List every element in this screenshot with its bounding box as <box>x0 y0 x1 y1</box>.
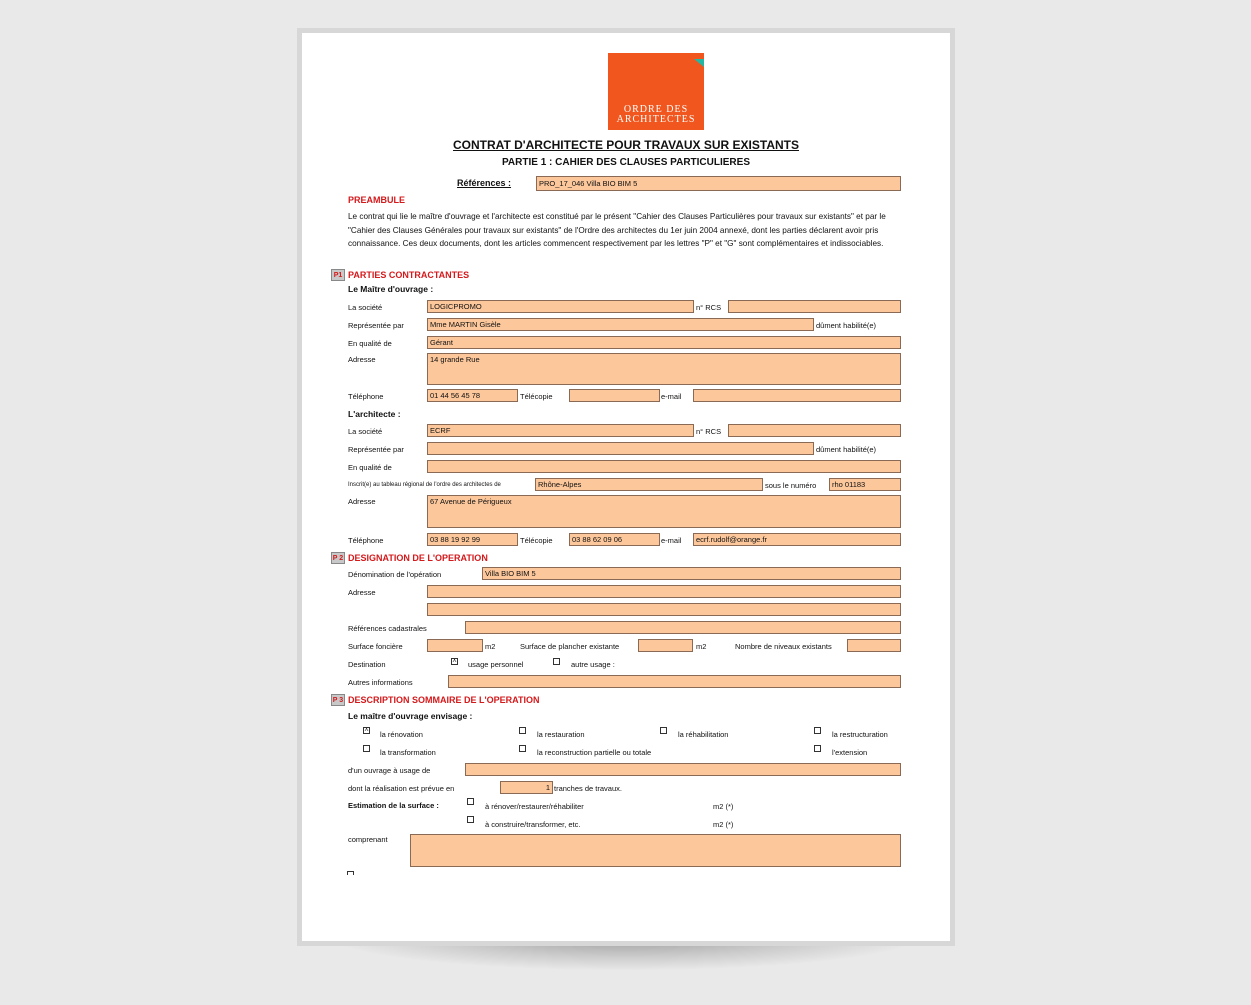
cadastrales-field[interactable] <box>465 621 901 634</box>
restauration-checkbox[interactable] <box>519 727 526 734</box>
archi-telephone-label: Téléphone <box>348 536 384 545</box>
archi-qualite-label: En qualité de <box>348 463 392 472</box>
logo-corner-mark <box>694 59 704 67</box>
extension-label: l'extension <box>832 748 868 757</box>
archi-representee-label: Représentée par <box>348 445 404 454</box>
archi-qualite-field[interactable] <box>427 460 901 473</box>
surface-plancher-field[interactable] <box>638 639 693 652</box>
maitre-email-field[interactable] <box>693 389 901 402</box>
renovation-checkbox[interactable]: X <box>364 727 369 733</box>
restauration-label: la restauration <box>537 730 585 739</box>
comprenant-label: comprenant <box>348 835 388 844</box>
document-subtitle: PARTIE 1 : CAHIER DES CLAUSES PARTICULIERES <box>502 157 750 168</box>
transformation-checkbox[interactable] <box>363 745 370 752</box>
surface-fonciere-label: Surface foncière <box>348 642 403 651</box>
maitre-societe-field[interactable]: LOGICPROMO <box>427 300 694 313</box>
construire-label: à construire/transformer, etc. <box>485 820 581 829</box>
niveaux-field[interactable] <box>847 639 901 652</box>
document-page <box>297 28 955 946</box>
p1-heading: PARTIES CONTRACTANTES <box>348 270 470 280</box>
construire-unit: m2 (*) <box>713 820 734 829</box>
logo-text <box>608 105 704 125</box>
niveaux-label: Nombre de niveaux existants <box>735 642 832 651</box>
renover-label: à rénover/restaurer/réhabiliter <box>485 802 584 811</box>
architecte-heading: L'architecte : <box>348 409 401 419</box>
surface-plancher-unit: m2 <box>696 642 707 651</box>
p3-badge: P 3 <box>331 694 345 706</box>
renover-checkbox[interactable] <box>467 798 474 805</box>
destination-label: Destination <box>348 660 386 669</box>
autres-infos-label: Autres informations <box>348 678 413 687</box>
archi-rcs-field[interactable] <box>728 424 901 437</box>
maitre-habilite-label: dûment habilité(e) <box>816 321 877 330</box>
p2-adresse-label: Adresse <box>348 588 376 597</box>
extension-checkbox[interactable] <box>814 745 821 752</box>
archi-adresse-label: Adresse <box>348 497 376 506</box>
maitre-adresse-label: Adresse <box>348 355 376 364</box>
rehabilitation-label: la réhabilitation <box>678 730 729 739</box>
ordre-architectes-logo <box>608 53 704 130</box>
denomination-field[interactable]: Villa BIO BIM 5 <box>482 567 901 580</box>
archi-telephone-field[interactable]: 03 88 19 92 99 <box>427 533 518 546</box>
maitre-qualite-label: En qualité de <box>348 339 392 348</box>
autres-infos-field[interactable] <box>448 675 901 688</box>
estimation-heading: Estimation de la surface : <box>348 801 439 810</box>
usage-label: d'un ouvrage à usage de <box>348 766 431 775</box>
maitre-qualite-field[interactable]: Gérant <box>427 336 901 349</box>
maitre-telephone-field[interactable]: 01 44 56 45 78 <box>427 389 518 402</box>
usage-personnel-checkbox[interactable]: X <box>452 658 457 664</box>
p2-badge: P 2 <box>331 552 345 564</box>
inscrit-label: Inscrit(e) au tableau régional de l'ordre des architectes de <box>348 482 501 488</box>
archi-representee-field[interactable] <box>427 442 814 455</box>
reconstruction-label: la reconstruction partielle ou totale <box>537 748 652 757</box>
archi-habilite-label: dûment habilité(e) <box>816 445 877 454</box>
references-label: Références : <box>457 178 512 188</box>
autre-usage-checkbox[interactable] <box>553 658 560 665</box>
denomination-label: Dénomination de l'opération <box>348 570 442 579</box>
p2-adresse-field-1[interactable] <box>427 585 901 598</box>
archi-email-label: e-mail <box>661 536 682 545</box>
rehabilitation-checkbox[interactable] <box>660 727 667 734</box>
surface-fonciere-unit: m2 <box>485 642 496 651</box>
preambule-heading: PREAMBULE <box>348 195 406 205</box>
renovation-label: la rénovation <box>380 730 423 739</box>
comprenant-field[interactable] <box>410 834 901 867</box>
maitre-representee-field[interactable]: Mme MARTIN Gisèle <box>427 318 814 331</box>
renover-unit: m2 (*) <box>713 802 734 811</box>
restructuration-label: la restructuration <box>832 730 888 739</box>
archi-societe-field[interactable]: ECRF <box>427 424 694 437</box>
restructuration-checkbox[interactable] <box>814 727 821 734</box>
p2-adresse-field-2[interactable] <box>427 603 901 616</box>
maitre-societe-label: La société <box>348 303 383 312</box>
archi-telecopie-field[interactable]: 03 88 62 09 06 <box>569 533 660 546</box>
p3-heading: DESCRIPTION SOMMAIRE DE L'OPERATION <box>348 695 540 705</box>
surface-fonciere-field[interactable] <box>427 639 483 652</box>
autre-usage-label: autre usage : <box>571 660 615 669</box>
maitre-telecopie-label: Télécopie <box>520 392 553 401</box>
usage-personnel-label: usage personnel <box>468 660 524 669</box>
maitre-heading: Le Maître d'ouvrage : <box>348 284 434 294</box>
maitre-adresse-field[interactable]: 14 grande Rue <box>427 353 901 385</box>
construire-checkbox[interactable] <box>467 816 474 823</box>
archi-telecopie-label: Télécopie <box>520 536 553 545</box>
preambule-text: Le contrat qui lie le maître d'ouvrage et l'architecte est constitué par le présent "Cahier des Clauses Particulières pour travaux sur existants" et par le "Cahier des Clauses Générales pour travaux sur existants" de l'Ordre des architectes du 1er juin 2004 annexé, dont les parties déclarent avoir pris connaissance. Ces deux documents, dont les articles commencent respectivement par les lettres "P" et "G" sont complémentaires et indissociables. <box>348 212 886 248</box>
tranches-label: tranches de travaux. <box>554 784 622 793</box>
maitre-telephone-label: Téléphone <box>348 392 384 401</box>
archi-adresse-field[interactable]: 67 Avenue de Périgueux <box>427 495 901 528</box>
reconstruction-checkbox[interactable] <box>519 745 526 752</box>
numero-label: sous le numéro <box>765 481 817 490</box>
maitre-telecopie-field[interactable] <box>569 389 660 402</box>
logo-line-2: ARCHITECTES <box>616 114 696 125</box>
envisage-heading: Le maître d'ouvrage envisage : <box>348 711 473 721</box>
p2-heading: DESIGNATION DE L'OPERATION <box>348 553 488 563</box>
archi-numero-field[interactable]: rho 01183 <box>829 478 901 491</box>
p1-badge: P1 <box>331 269 345 281</box>
partial-checkbox[interactable] <box>347 871 354 875</box>
logo-line-1: ORDRE DES <box>623 104 689 115</box>
document-title: CONTRAT D'ARCHITECTE POUR TRAVAUX SUR EXISTANTS <box>453 138 799 152</box>
archi-societe-label: La société <box>348 427 383 436</box>
archi-email-field[interactable]: ecrf.rudolf@orange.fr <box>693 533 901 546</box>
maitre-email-label: e-mail <box>661 392 682 401</box>
cadastrales-label: Références cadastrales <box>348 624 427 633</box>
maitre-representee-label: Représentée par <box>348 321 404 330</box>
references-field[interactable]: PRO_17_046 Villa BIO BIM 5 <box>536 176 901 191</box>
tranches-field[interactable]: 1 <box>500 781 553 794</box>
maitre-rcs-field[interactable] <box>728 300 901 313</box>
transformation-label: la transformation <box>380 748 436 757</box>
surface-plancher-label: Surface de plancher existante <box>520 642 620 651</box>
usage-field[interactable] <box>465 763 901 776</box>
archi-rcs-label: n° RCS <box>696 427 722 436</box>
realisation-label: dont la réalisation est prévue en <box>348 784 455 793</box>
maitre-rcs-label: n° RCS <box>696 303 722 312</box>
archi-region-field[interactable]: Rhône-Alpes <box>535 478 763 491</box>
